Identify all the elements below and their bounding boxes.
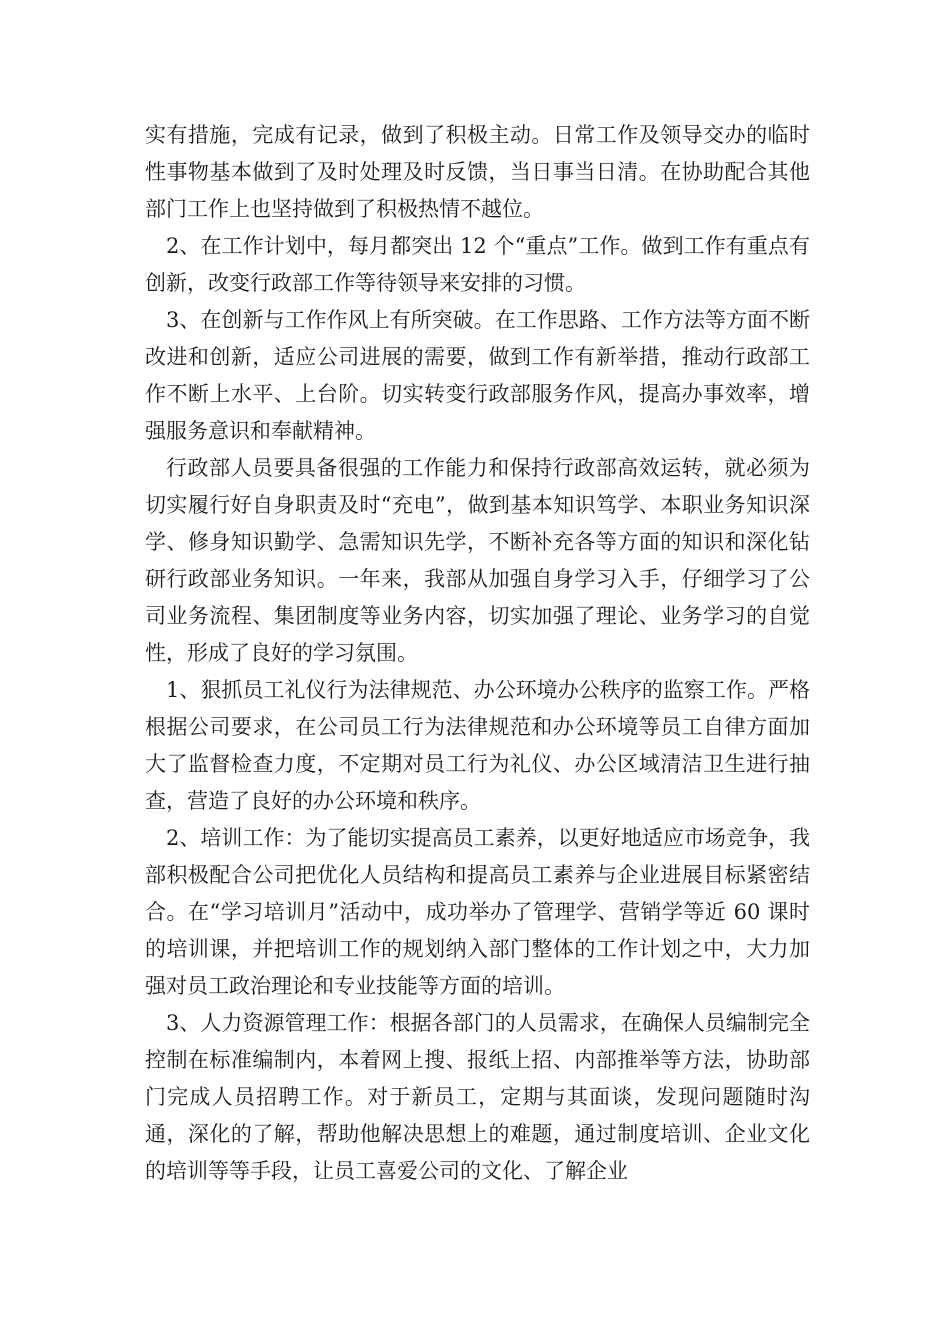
paragraph-item-2-plan: 2、在工作计划中，每月都突出 12 个“重点”工作。做到工作有重点有创新，改变行政部工作等待领导来安排的习惯。: [145, 234, 810, 295]
paragraph-learning: 行政部人员要具备很强的工作能力和保持行政部高效运转，就必须为切实履行好自身职责及时“充电”，做到基本知识笃学、本职业务知识深学、修身知识勤学、急需知识先学，不断补充各等方面的知识和深化钻研行政部业务知识。一年来，我部从加强自身学习入手，仔细学习了公司业务流程、集团制度等业务内容，切实加强了理论、业务学习的自觉性，形成了良好的学习氛围。: [145, 456, 810, 665]
paragraph-item-3-innovation: 3、在创新与工作作风上有所突破。在工作思路、工作方法等方面不断改进和创新，适应公司进展的需要，做到工作有新举措，推动行政部工作不断上水平、上台阶。切实转变行政部服务作风，提高办事效率，增强服务意识和奉献精神。: [145, 308, 810, 443]
paragraph-item-3-hr: 3、人力资源管理工作：根据各部门的人员需求，在确保人员编制完全控制在标准编制内，本着网上搜、报纸上招、内部推举等方法，协助部门完成人员招聘工作。对于新员工，定期与其面谈，发现问题随时沟通，深化的了解，帮助他解决思想上的难题，通过制度培训、企业文化的培训等等手段，让员工喜爱公司的文化、了解企业: [145, 1011, 810, 1183]
document-body: [145, 117, 810, 1190]
paragraph-item-1-supervision: 1、狠抓员工礼仪行为法律规范、办公环境办公秩序的监察工作。严格根据公司要求，在公司员工行为法律规范和办公环境等员工自律方面加大了监督检查力度，不定期对员工行为礼仪、办公区域清洁卫生进行抽查，营造了良好的办公环境和秩序。: [145, 678, 810, 813]
paragraph-continuation: 实有措施，完成有记录，做到了积极主动。日常工作及领导交办的临时性事物基本做到了及时处理及时反馈，当日事当日清。在协助配合其他部门工作上也坚持做到了积极热情不越位。: [145, 123, 810, 221]
paragraph-item-2-training: 2、培训工作：为了能切实提高员工素养，以更好地适应市场竞争，我部积极配合公司把优化人员结构和提高员工素养与企业进展目标紧密结合。在“学习培训月”活动中，成功举办了管理学、营销学等近 60 课时的培训课，并把培训工作的规划纳入部门整体的工作计划之中，大力加强对员工政治理论和专业技能等方面的培训。: [145, 826, 810, 998]
